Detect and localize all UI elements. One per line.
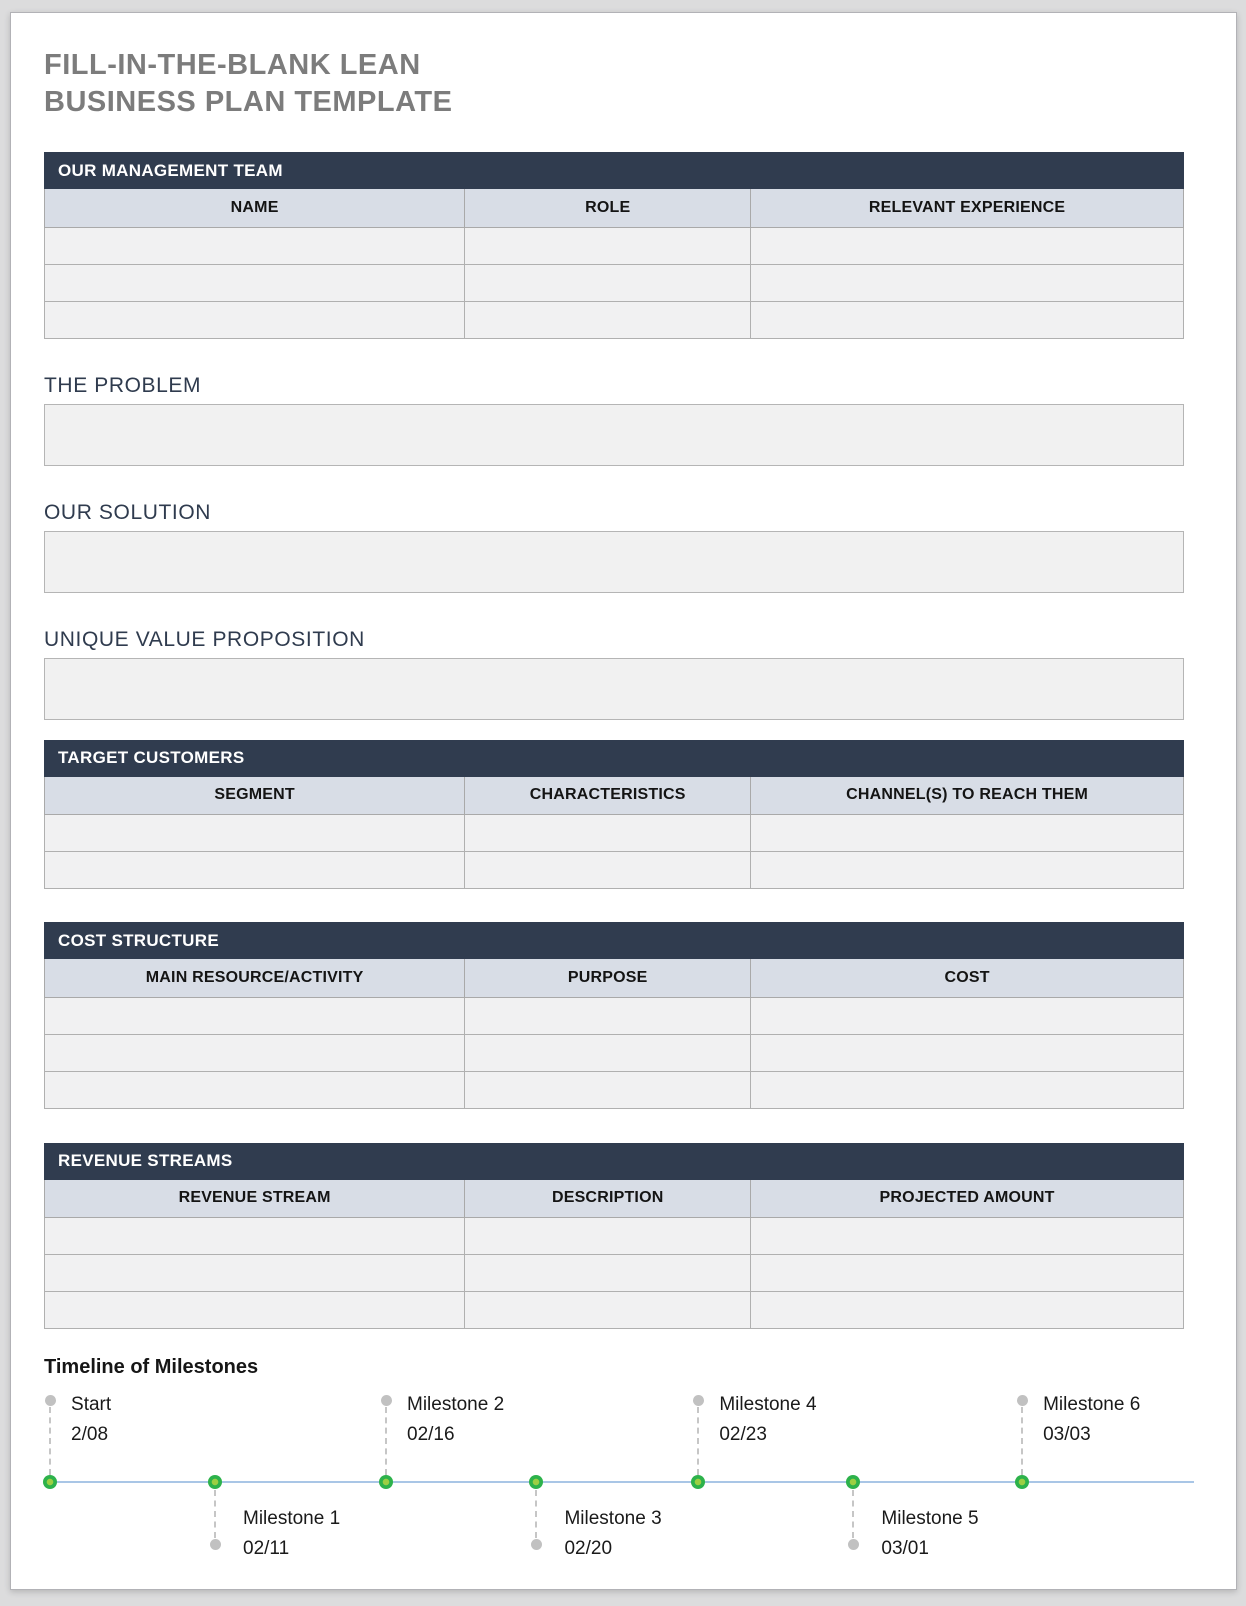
target-customers-column-header-row xyxy=(45,777,1184,815)
table-cell[interactable] xyxy=(751,852,1184,889)
column-header-role: ROLE xyxy=(465,189,751,227)
table-cell[interactable] xyxy=(45,1218,465,1255)
table-cell[interactable] xyxy=(465,1034,751,1071)
table-cell[interactable] xyxy=(465,1071,751,1108)
page-title-line-1: FILL-IN-THE-BLANK LEAN xyxy=(44,49,421,81)
table-cell[interactable] xyxy=(45,264,465,301)
table-cell[interactable] xyxy=(751,815,1184,852)
milestone-marker-dot xyxy=(529,1475,543,1489)
cost-structure-header-bar: COST STRUCTURE xyxy=(44,922,1184,959)
table-cell[interactable] xyxy=(45,1034,465,1071)
milestone-anchor-dot xyxy=(693,1395,704,1406)
table-cell[interactable] xyxy=(751,1071,1184,1108)
column-header-name: NAME xyxy=(45,189,465,227)
management-team-table xyxy=(44,189,1184,339)
unique-value-proposition-label: UNIQUE VALUE PROPOSITION xyxy=(44,627,365,651)
milestone-name: Start xyxy=(71,1394,112,1415)
table-cell[interactable] xyxy=(45,301,465,338)
milestone-label xyxy=(881,1504,978,1564)
milestone-date: 02/16 xyxy=(407,1424,455,1445)
cost-structure-section xyxy=(44,922,1184,1109)
milestone-label xyxy=(407,1390,504,1450)
target-customers-header-bar: TARGET CUSTOMERS xyxy=(44,740,1184,777)
column-header-cost: COST xyxy=(751,959,1184,997)
milestone-dash-connector xyxy=(385,1407,387,1475)
milestone-date: 02/20 xyxy=(564,1538,613,1559)
milestone-marker-dot xyxy=(846,1475,860,1489)
table-row xyxy=(45,1218,1184,1255)
table-cell[interactable] xyxy=(751,997,1184,1034)
milestone-date: 02/11 xyxy=(243,1538,290,1559)
revenue-streams-column-header-row xyxy=(45,1180,1184,1218)
table-cell[interactable] xyxy=(45,997,465,1034)
management-team-column-header-row xyxy=(45,189,1184,227)
milestone-date: 03/03 xyxy=(1043,1424,1091,1445)
column-header-main-resource-activity: MAIN RESOURCE/ACTIVITY xyxy=(45,959,465,997)
column-header-segment: SEGMENT xyxy=(45,777,465,815)
table-cell[interactable] xyxy=(465,815,751,852)
milestone-label xyxy=(1043,1390,1140,1450)
timeline-heading: Timeline of Milestones xyxy=(44,1356,259,1378)
table-row xyxy=(45,227,1184,264)
table-cell[interactable] xyxy=(465,227,751,264)
problem-input-box[interactable] xyxy=(44,404,1184,466)
table-cell[interactable] xyxy=(45,1255,465,1292)
document-page xyxy=(10,12,1237,1590)
unique-value-proposition-input-box[interactable] xyxy=(44,658,1184,720)
table-row xyxy=(45,852,1184,889)
cost-structure-table xyxy=(44,959,1184,1109)
table-cell[interactable] xyxy=(45,852,465,889)
table-cell[interactable] xyxy=(751,264,1184,301)
milestone-name: Milestone 5 xyxy=(881,1508,979,1529)
target-customers-table xyxy=(44,777,1184,890)
table-row xyxy=(45,1071,1184,1108)
table-cell[interactable] xyxy=(751,1292,1184,1329)
milestone-marker-dot xyxy=(379,1475,393,1489)
table-cell[interactable] xyxy=(751,301,1184,338)
milestone-marker-dot xyxy=(208,1475,222,1489)
milestone-marker-dot xyxy=(1015,1475,1029,1489)
table-row xyxy=(45,264,1184,301)
milestone-marker-dot xyxy=(691,1475,705,1489)
table-cell[interactable] xyxy=(465,1218,751,1255)
problem-section-label: THE PROBLEM xyxy=(44,373,202,397)
column-header-description: DESCRIPTION xyxy=(465,1180,751,1218)
revenue-streams-table xyxy=(44,1180,1184,1330)
table-row xyxy=(45,301,1184,338)
table-cell[interactable] xyxy=(751,227,1184,264)
milestone-name: Milestone 4 xyxy=(719,1394,817,1415)
milestone-timeline xyxy=(44,1387,1184,1565)
column-header-purpose: PURPOSE xyxy=(465,959,751,997)
revenue-streams-header-bar: REVENUE STREAMS xyxy=(44,1143,1184,1180)
solution-section-label: OUR SOLUTION xyxy=(44,500,212,524)
milestone-anchor-dot xyxy=(381,1395,392,1406)
table-row xyxy=(45,997,1184,1034)
milestone-name: Milestone 2 xyxy=(407,1394,505,1415)
page-title-line-2: BUSINESS PLAN TEMPLATE xyxy=(44,86,453,118)
management-team-section xyxy=(44,152,1184,339)
milestone-anchor-dot xyxy=(210,1539,221,1550)
column-header-relevant-experience: RELEVANT EXPERIENCE xyxy=(751,189,1184,227)
milestone-label xyxy=(71,1390,111,1450)
milestone-label xyxy=(719,1390,816,1450)
milestone-anchor-dot xyxy=(531,1539,542,1550)
milestone-dash-connector xyxy=(214,1490,216,1538)
table-cell[interactable] xyxy=(465,1255,751,1292)
milestone-anchor-dot xyxy=(848,1539,859,1550)
table-cell[interactable] xyxy=(45,815,465,852)
milestone-dash-connector xyxy=(697,1407,699,1475)
column-header-channels: CHANNEL(S) TO REACH THEM xyxy=(751,777,1184,815)
milestone-dash-connector xyxy=(535,1490,537,1538)
column-header-characteristics: CHARACTERISTICS xyxy=(465,777,751,815)
column-header-projected-amount: PROJECTED AMOUNT xyxy=(751,1180,1184,1218)
table-cell[interactable] xyxy=(465,264,751,301)
table-row xyxy=(45,1292,1184,1329)
management-team-header-bar: OUR MANAGEMENT TEAM xyxy=(44,152,1184,189)
column-header-revenue-stream: REVENUE STREAM xyxy=(45,1180,465,1218)
milestone-name: Milestone 6 xyxy=(1043,1394,1141,1415)
milestone-dash-connector xyxy=(1021,1407,1023,1475)
milestone-marker-dot xyxy=(43,1475,57,1489)
table-cell[interactable] xyxy=(751,1255,1184,1292)
milestone-name: Milestone 3 xyxy=(564,1508,662,1529)
table-cell[interactable] xyxy=(465,301,751,338)
milestone-date: 03/01 xyxy=(881,1538,929,1559)
table-cell[interactable] xyxy=(751,1218,1184,1255)
milestone-date: 02/23 xyxy=(719,1424,767,1445)
milestone-dash-connector xyxy=(49,1407,51,1475)
table-row xyxy=(45,1034,1184,1071)
page-title xyxy=(44,47,1184,121)
table-cell[interactable] xyxy=(465,997,751,1034)
milestone-label xyxy=(564,1504,661,1564)
cost-structure-column-header-row xyxy=(45,959,1184,997)
milestone-anchor-dot xyxy=(45,1395,56,1406)
milestone-anchor-dot xyxy=(1017,1395,1028,1406)
table-cell[interactable] xyxy=(45,227,465,264)
revenue-streams-section xyxy=(44,1143,1184,1330)
table-row xyxy=(45,1255,1184,1292)
table-cell[interactable] xyxy=(45,1292,465,1329)
milestone-dash-connector xyxy=(852,1490,854,1538)
table-cell[interactable] xyxy=(751,1034,1184,1071)
table-cell[interactable] xyxy=(45,1071,465,1108)
milestone-label xyxy=(243,1504,340,1564)
table-cell[interactable] xyxy=(465,852,751,889)
milestone-name: Milestone 1 xyxy=(243,1508,341,1529)
milestone-date: 2/08 xyxy=(71,1424,109,1445)
target-customers-section xyxy=(44,740,1184,890)
table-row xyxy=(45,815,1184,852)
table-cell[interactable] xyxy=(465,1292,751,1329)
solution-input-box[interactable] xyxy=(44,531,1184,593)
